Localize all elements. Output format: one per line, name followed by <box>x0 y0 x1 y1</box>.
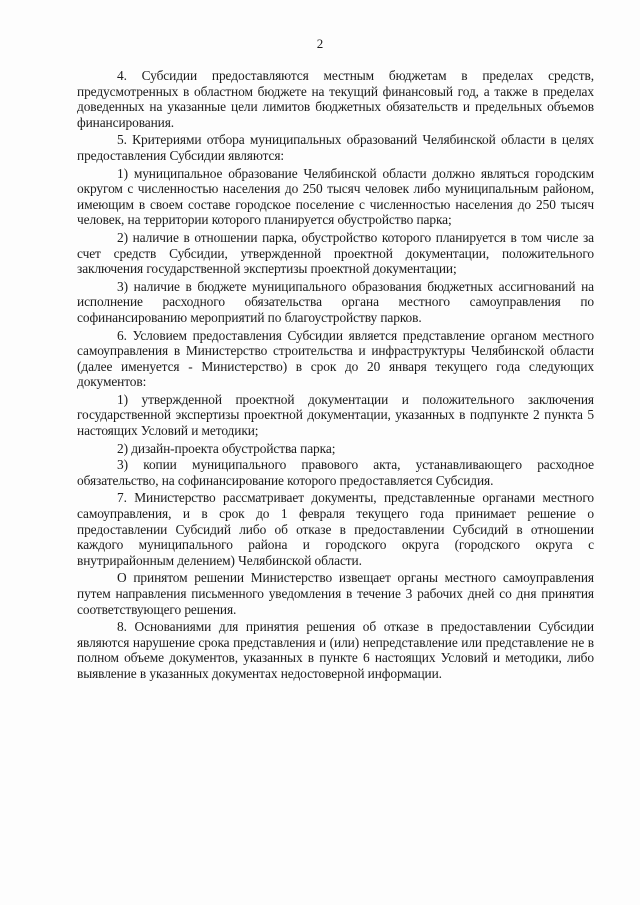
paragraph-7-notice: О принятом решении Министерство извещает органы местного самоуправления путем направления письменного уведомления в течение 3 рабочих дней со дня принятия соответствующего решения. <box>77 570 594 617</box>
document-body <box>77 68 594 684</box>
paragraph-6-item-3: 3) копии муниципального правового акта, устанавливающего расходное обязательство, на софинансирование которого предоставляется Субсидия. <box>77 457 594 488</box>
paragraph-4: 4. Субсидии предоставляются местным бюджетам в пределах средств, предусмотренных в областном бюджете на текущий финансовый год, а также в пределах доведенных на указанные цели лимитов бюджетных обязательств и предельных объемов финансирования. <box>77 68 594 130</box>
page-number: 2 <box>316 36 324 51</box>
paragraph-8: 8. Основаниями для принятия решения об отказе в предоставлении Субсидии являются нарушение срока представления и (или) непредставление или представление не в полном объеме документов, указанных в пункте 6 настоящих Условий и методики, либо выявление в указанных документах недостоверной информации. <box>77 619 594 681</box>
paragraph-5-item-1: 1) муниципальное образование Челябинской области должно являться городским округом с численностью населения до 250 тысяч человек либо муниципальным районом, имеющим в своем составе городское поселение с численностью населения до 250 тысяч человек, на территории которого планируется обустройство парка; <box>77 165 594 228</box>
paragraph-7: 7. Министерство рассматривает документы, представленные органами местного самоуправления, и в срок до 1 февраля текущего года принимает решение о предоставлении Субсидий либо об отказе в предоставлении Субсидий в отношении каждого муниципального района и городского округа (городского округа с внутрирайонным делением) Челябинской области. <box>77 490 594 568</box>
paragraph-5: 5. Критериями отбора муниципальных образований Челябинской области в целях предоставления Субсидии являются: <box>77 132 594 163</box>
paragraph-5-item-3: 3) наличие в бюджете муниципального образования бюджетных ассигнований на исполнение расходного обязательства органа местного самоуправления по софинансированию мероприятий по благоустройству парков. <box>77 278 594 325</box>
paragraph-6-item-1: 1) утвержденной проектной документации и положительного заключения государственной экспертизы проектной документации, указанных в подпункте 2 пункта 5 настоящих Условий и методики; <box>77 391 594 439</box>
paragraph-6: 6. Условием предоставления Субсидии является представление органом местного самоуправления в Министерство строительства и инфраструктуры Челябинской области (далее именуется - Министерство) в срок до 20 января текущего года следующих документов: <box>77 327 594 390</box>
paragraph-5-item-2: 2) наличие в отношении парка, обустройство которого планируется в том числе за счет средств Субсидии, утвержденной проектной документации, положительного заключения государственной экспертизы проектной документации; <box>77 229 594 277</box>
paragraph-6-item-2: 2) дизайн-проекта обустройства парка; <box>117 440 336 456</box>
